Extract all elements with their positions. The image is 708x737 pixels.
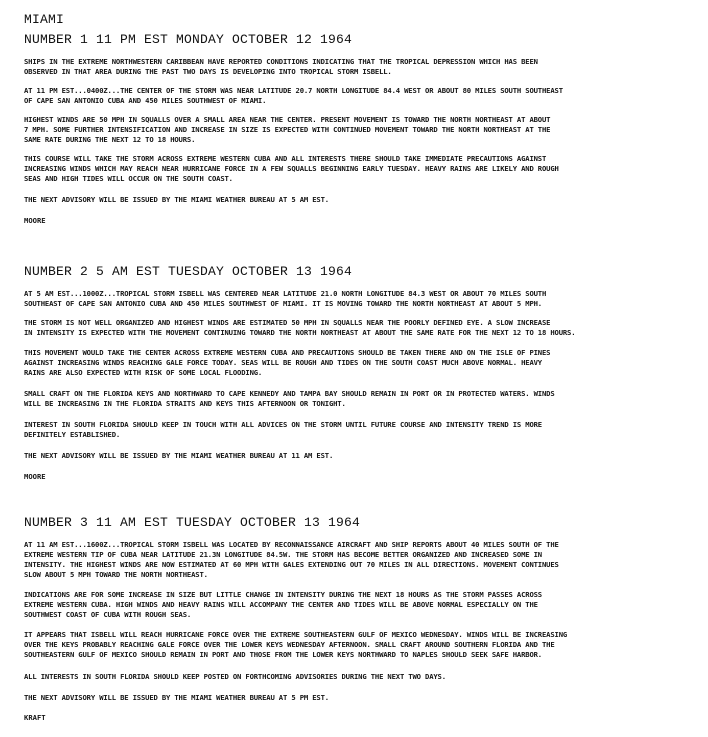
advisory-2-paragraph-1: AT 5 AM EST...1000Z...TROPICAL STORM ISBELL WAS CENTERED NEAR LATITUDE 21.0 NORTH LONGITUDE 84.3 WEST OR ABOUT 70 MILES SOUTH SOUTHEAST OF CAPE SAN ANTONIO CUBA AND 450 MILES SOUTHWEST OF MIAMI. IT IS MOVING TOWARD THE NORTH NORTHEAST AT ABOUT 5 MPH.: [24, 289, 547, 308]
advisory-3-signature: KRAFT: [24, 713, 46, 722]
advisory-3-heading: NUMBER 3 11 AM EST TUESDAY OCTOBER 13 1964: [24, 515, 361, 530]
advisory-1-heading: NUMBER 1 11 PM EST MONDAY OCTOBER 12 1964: [24, 32, 353, 47]
advisory-2-paragraph-3: THIS MOVEMENT WOULD TAKE THE CENTER ACROSS EXTREME WESTERN CUBA AND PRECAUTIONS SHOULD BE TAKEN THERE AND ON THE ISLE OF PINES AGAINST INCREASING WINDS REACHING GALE FORCE TODAY. SEAS WILL BE ROUGH AND TIDES ON THE SOUTH COAST MUCH ABOVE NORMAL. HEAVY RAINS ARE ALSO EXPECTED WITH RISK OF SOME LOCAL FLOODING.: [24, 348, 551, 377]
advisory-1-paragraph-5: THE NEXT ADVISORY WILL BE ISSUED BY THE MIAMI WEATHER BUREAU AT 5 AM EST.: [24, 195, 329, 204]
advisory-3-paragraph-1: AT 11 AM EST...1600Z...TROPICAL STORM ISBELL WAS LOCATED BY RECONNAISSANCE AIRCRAFT AND SHIP REPORTS ABOUT 40 MILES SOUTH OF THE EXTREME WESTERN TIP OF CUBA NEAR LATITUDE 21.3N LONGITUDE 84.5W. THE STORM HAS BECOME BETTER ORGANIZED AND INCREASED SOME IN INTENSITY. THE HIGHEST WINDS ARE NOW ESTIMATED AT 60 MPH WITH GALES EXTENDING OUT 70 MILES IN ALL DIRECTIONS. MOVEMENT CONTINUES SLOW ABOUT 5 MPH TOWARD THE NORTH NORTHEAST.: [24, 540, 559, 579]
advisory-1-signature: MOORE: [24, 216, 46, 225]
advisory-3-paragraph-2: INDICATIONS ARE FOR SOME INCREASE IN SIZE BUT LITTLE CHANGE IN INTENSITY DURING THE NEXT 18 HOURS AS THE STORM PASSES ACROSS EXTREME WESTERN CUBA. HIGH WINDS AND HEAVY RAINS WILL ACCOMPANY THE CENTER AND TIDES WILL BE ABOVE NORMAL ESPECIALLY ON THE SOUTHWEST COAST OF CUBA WITH ROUGH SEAS.: [24, 590, 542, 619]
advisory-1-paragraph-3: HIGHEST WINDS ARE 50 MPH IN SQUALLS OVER A SMALL AREA NEAR THE CENTER. PRESENT MOVEMENT IS TOWARD THE NORTH NORTHEAST AT ABOUT 7 MPH. SOME FURTHER INTENSIFICATION AND INCREASE IN SIZE IS EXPECTED WITH CONTINUED MOVEMENT TOWARD THE NORTH NORTHEAST AT THE SAME RATE DURING THE NEXT 12 TO 18 HOURS.: [24, 115, 551, 144]
advisory-2-signature: MOORE: [24, 472, 46, 481]
advisory-2-paragraph-2: THE STORM IS NOT WELL ORGANIZED AND HIGHEST WINDS ARE ESTIMATED 50 MPH IN SQUALLS NEAR THE POORLY DEFINED EYE. A SLOW INCREASE IN INTENSITY IS EXPECTED WITH THE MOVEMENT CONTINUING TOWARD THE NORTH NORTHEAST AT ABOUT THE SAME RATE FOR THE NEXT 12 TO 18 HOURS.: [24, 318, 576, 337]
advisory-1-paragraph-4: THIS COURSE WILL TAKE THE STORM ACROSS EXTREME WESTERN CUBA AND ALL INTERESTS THERE SHOULD TAKE IMMEDIATE PRECAUTIONS AGAINST INCREASING WINDS WHICH MAY REACH NEAR HURRICANE FORCE IN A FEW SQUALLS BEGINNING EARLY TUESDAY. HEAVY RAINS ARE LIKELY AND ROUGH SEAS AND HIGH TIDES WILL OCCUR ON THE SOUTH COAST.: [24, 154, 559, 183]
office-name: MIAMI: [24, 12, 65, 27]
advisory-1-paragraph-2: AT 11 PM EST...0400Z...THE CENTER OF THE STORM WAS NEAR LATITUDE 20.7 NORTH LONGITUDE 84.4 WEST OR ABOUT 80 MILES SOUTH SOUTHEAST OF CAPE SAN ANTONIO CUBA AND 450 MILES SOUTHWEST OF MIAMI.: [24, 86, 563, 105]
advisory-3-paragraph-4: ALL INTERESTS IN SOUTH FLORIDA SHOULD KEEP POSTED ON FORTHCOMING ADVISORIES DURING THE NEXT TWO DAYS.: [24, 672, 446, 681]
advisory-2-heading: NUMBER 2 5 AM EST TUESDAY OCTOBER 13 1964: [24, 264, 353, 279]
advisory-3-paragraph-5: THE NEXT ADVISORY WILL BE ISSUED BY THE MIAMI WEATHER BUREAU AT 5 PM EST.: [24, 693, 329, 702]
advisory-3-paragraph-3: IT APPEARS THAT ISBELL WILL REACH HURRICANE FORCE OVER THE EXTREME SOUTHEASTERN GULF OF MEXICO WEDNESDAY. WINDS WILL BE INCREASING OVER THE KEYS PROBABLY REACHING GALE FORCE OVER THE LOWER KEYS WEDNESDAY AFTERNOON. SMALL CRAFT AROUND SOUTHERN FLORIDA AND THE SOUTHEASTERN GULF OF MEXICO SHOULD REMAIN IN PORT AND THOSE FROM THE LOWER KEYS NORTHWARD TO NAPLES SHOULD SEEK SAFE HARBOR.: [24, 630, 568, 659]
advisory-2-paragraph-5: INTEREST IN SOUTH FLORIDA SHOULD KEEP IN TOUCH WITH ALL ADVICES ON THE STORM UNTIL FUTURE COURSE AND INTENSITY TREND IS MORE DEFINITELY ESTABLISHED.: [24, 420, 542, 439]
advisory-1-paragraph-1: SHIPS IN THE EXTREME NORTHWESTERN CARIBBEAN HAVE REPORTED CONDITIONS INDICATING THAT THE TROPICAL DEPRESSION WHICH HAS BEEN OBSERVED IN THAT AREA DURING THE PAST TWO DAYS IS DEVELOPING INTO TROPICAL STORM ISBELL.: [24, 57, 538, 76]
advisory-2-paragraph-4: SMALL CRAFT ON THE FLORIDA KEYS AND NORTHWARD TO CAPE KENNEDY AND TAMPA BAY SHOULD REMAIN IN PORT OR IN PROTECTED WATERS. WINDS WILL BE INCREASING IN THE FLORIDA STRAITS AND KEYS THIS AFTERNOON OR TONIGHT.: [24, 389, 555, 408]
advisory-2-paragraph-6: THE NEXT ADVISORY WILL BE ISSUED BY THE MIAMI WEATHER BUREAU AT 11 AM EST.: [24, 451, 334, 460]
